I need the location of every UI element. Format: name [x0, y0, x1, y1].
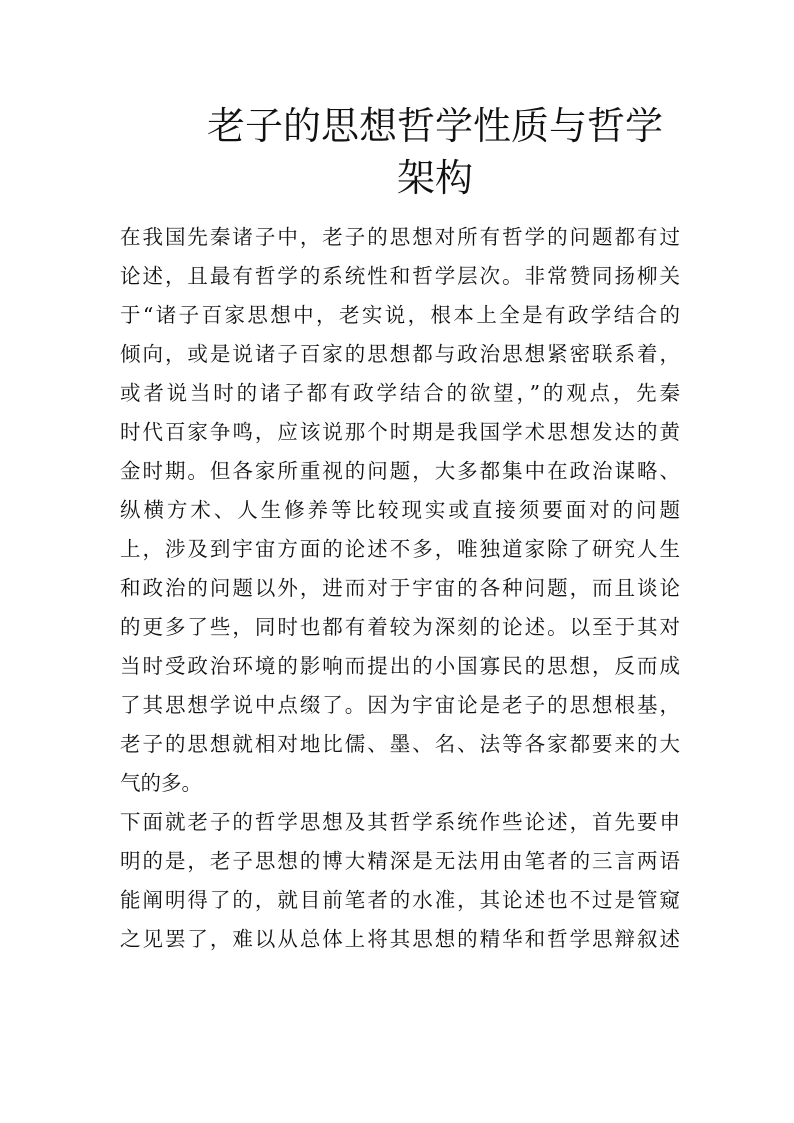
paragraph-line: 时代百家争鸣，应该说那个时期是我国学术思想发达的黄 — [120, 420, 680, 444]
paragraph-line: 下面就老子的哲学思想及其哲学系统作些论述，首先要申 — [120, 810, 680, 834]
paragraph-line: 之见罢了，难以从总体上将其思想的精华和哲学思辩叙述 — [120, 927, 680, 951]
title-line-2: 架构 — [396, 156, 473, 200]
paragraph-line: 了其思想学说中点缀了。因为宇宙论是老子的思想根基， — [120, 693, 680, 717]
document-body — [120, 218, 680, 959]
document-title — [200, 100, 670, 204]
paragraph-line: 和政治的问题以外，进而对于宇宙的各种问题，而且谈论 — [120, 576, 680, 600]
paragraph-1 — [120, 218, 680, 803]
paragraph-line: 明的是，老子思想的博大精深是无法用由笔者的三言两语 — [120, 849, 680, 873]
paragraph-2 — [120, 803, 680, 959]
paragraph-line: 能阐明得了的，就目前笔者的水准，其论述也不过是管窥 — [120, 888, 680, 912]
paragraph-line: 在我国先秦诸子中，老子的思想对所有哲学的问题都有过 — [120, 225, 680, 249]
paragraph-line: 气的多。 — [120, 771, 202, 795]
paragraph-line: 于“诸子百家思想中，老实说，根本上全是有政学结合的 — [120, 303, 680, 327]
paragraph-line: 论述，且最有哲学的系统性和哲学层次。非常赞同扬柳关 — [120, 264, 680, 288]
title-line-1: 老子的思想哲学性质与哲学 — [206, 104, 663, 148]
paragraph-line: 纵横方术、人生修养等比较现实或直接须要面对的问题 — [120, 498, 680, 522]
paragraph-line: 金时期。但各家所重视的问题，大多都集中在政治谋略、 — [120, 459, 680, 483]
paragraph-line: 的更多了些，同时也都有着较为深刻的论述。以至于其对 — [120, 615, 680, 639]
paragraph-line: 当时受政治环境的影响而提出的小国寡民的思想，反而成 — [120, 654, 680, 678]
paragraph-line: 老子的思想就相对地比儒、墨、名、法等各家都要来的大 — [120, 732, 680, 756]
paragraph-line: 倾向，或是说诸子百家的思想都与政治思想紧密联系着， — [120, 342, 680, 366]
paragraph-line: 上，涉及到宇宙方面的论述不多，唯独道家除了研究人生 — [120, 537, 680, 561]
paragraph-line: 或者说当时的诸子都有政学结合的欲望，”的观点，先秦 — [120, 381, 680, 405]
